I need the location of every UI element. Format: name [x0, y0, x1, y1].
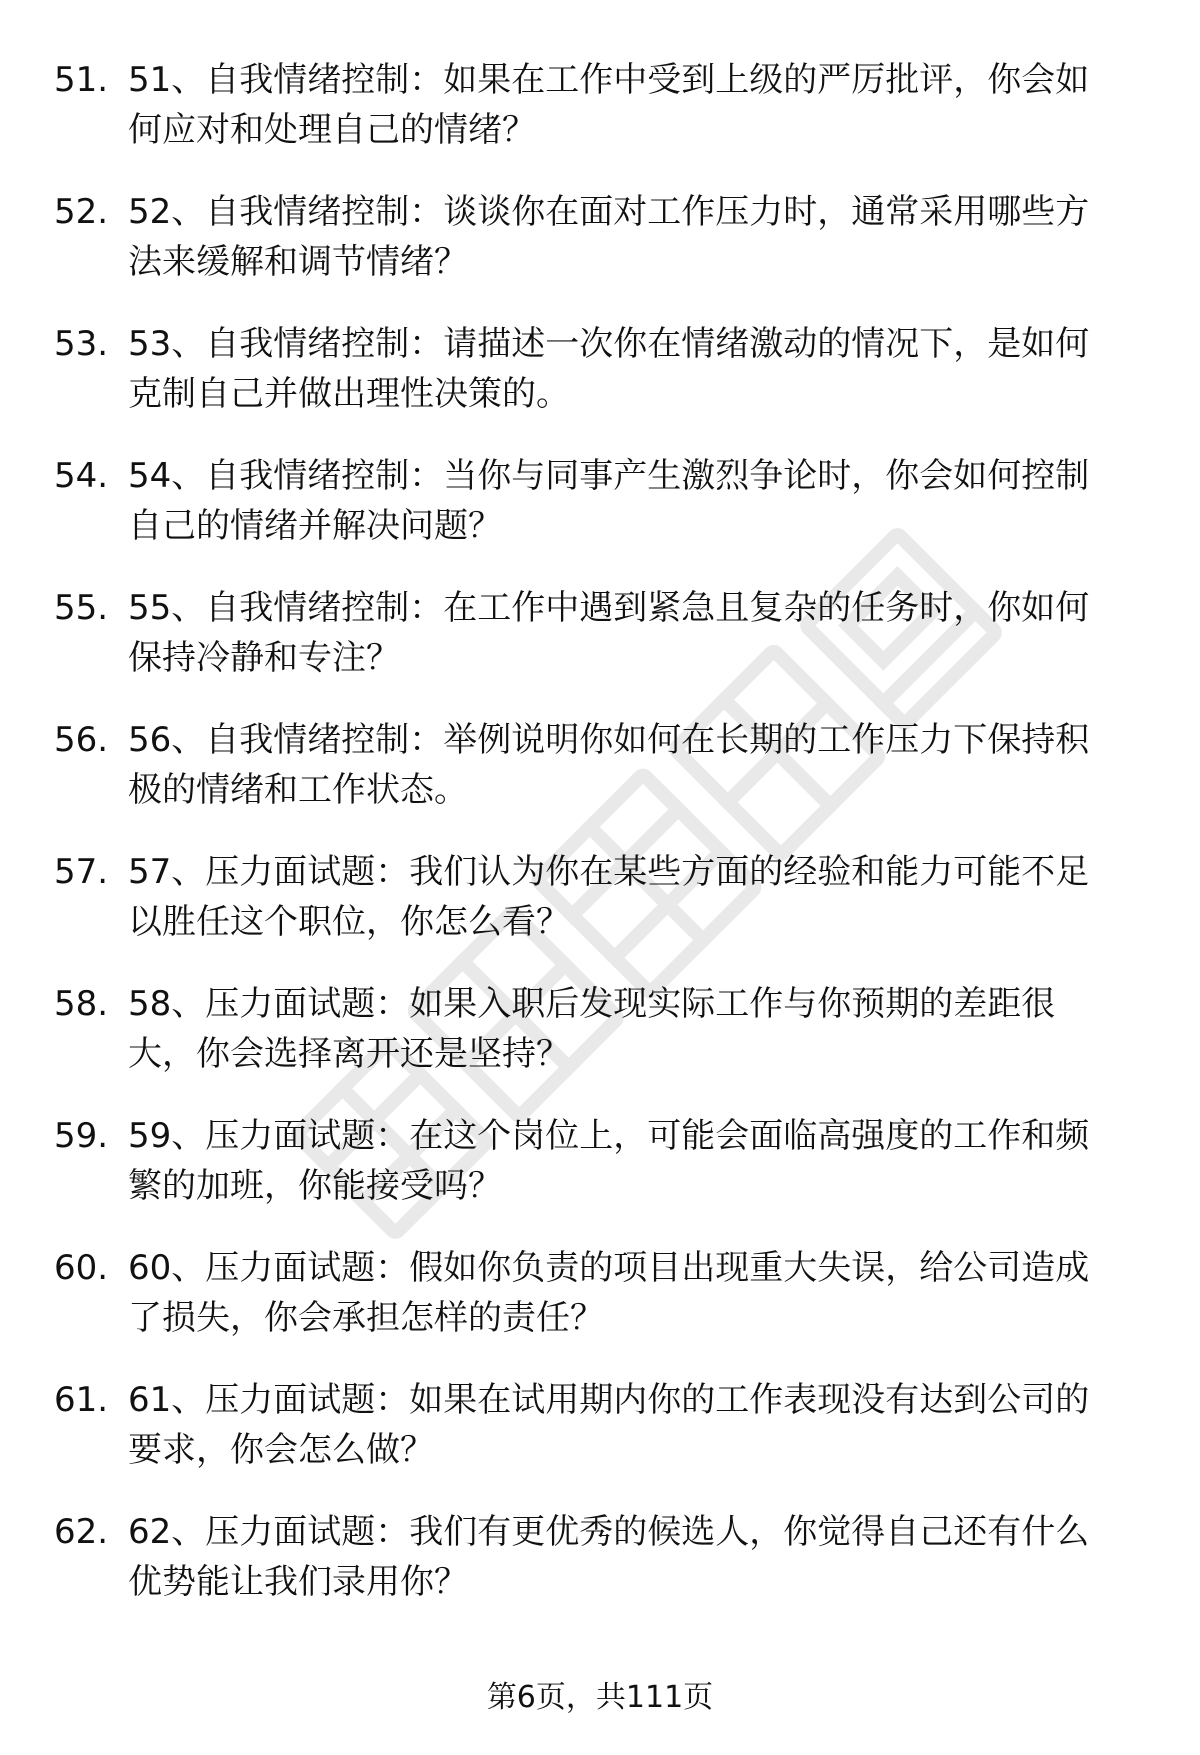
question-text-line: 51、自我情绪控制：如果在工作中受到上级的严厉批评，你会如: [128, 60, 1090, 100]
question-text: [128, 1507, 1138, 1607]
question-text-line: 克制自己并做出理性决策的。: [128, 374, 570, 414]
question-text-line: 56、自我情绪控制：举例说明你如何在长期的工作压力下保持积: [128, 720, 1090, 760]
question-item: [0, 1111, 1200, 1211]
question-text: [128, 55, 1138, 155]
question-text-line: 57、压力面试题：我们认为你在某些方面的经验和能力可能不足: [128, 852, 1090, 892]
question-item: [0, 1375, 1200, 1475]
question-text-line: 以胜任这个职位，你怎么看？: [128, 902, 570, 942]
question-item: [0, 451, 1200, 551]
question-text: [128, 1375, 1138, 1475]
question-text: [128, 451, 1138, 551]
question-text: [128, 1243, 1138, 1343]
question-text-line: 了损失，你会承担怎样的责任？: [128, 1298, 604, 1338]
question-text-line: 58、压力面试题：如果入职后发现实际工作与你预期的差距很: [128, 984, 1056, 1024]
question-text: [128, 319, 1138, 419]
question-text-line: 极的情绪和工作状态。: [128, 770, 468, 810]
question-text-line: 55、自我情绪控制：在工作中遇到紧急且复杂的任务时，你如何: [128, 588, 1090, 628]
question-text-line: 自己的情绪并解决问题？: [128, 506, 502, 546]
question-text-line: 优势能让我们录用你？: [128, 1562, 468, 1602]
question-number: 61.: [54, 1380, 109, 1420]
question-number: 53.: [54, 324, 109, 364]
question-text-line: 60、压力面试题：假如你负责的项目出现重大失误，给公司造成: [128, 1248, 1090, 1288]
question-text-line: 大，你会选择离开还是坚持？: [128, 1034, 570, 1074]
question-number: 62.: [54, 1512, 109, 1552]
question-text: [128, 847, 1138, 947]
question-item: [0, 55, 1200, 155]
question-text-line: 62、压力面试题：我们有更优秀的候选人，你觉得自己还有什么: [128, 1512, 1090, 1552]
question-number: 51.: [54, 60, 109, 100]
question-text-line: 要求，你会怎么做？: [128, 1430, 434, 1470]
question-text-line: 61、压力面试题：如果在试用期内你的工作表现没有达到公司的: [128, 1380, 1090, 1420]
question-text: [128, 715, 1138, 815]
question-number: 54.: [54, 456, 109, 496]
question-number: 59.: [54, 1116, 109, 1156]
question-text: [128, 187, 1138, 287]
question-item: [0, 1243, 1200, 1343]
question-text-line: 53、自我情绪控制：请描述一次你在情绪激动的情况下，是如何: [128, 324, 1090, 364]
question-item: [0, 187, 1200, 287]
question-number: 52.: [54, 192, 109, 232]
question-item: [0, 847, 1200, 947]
question-text: [128, 1111, 1138, 1211]
question-item: [0, 715, 1200, 815]
question-text: [128, 583, 1138, 683]
question-number: 58.: [54, 984, 109, 1024]
question-number: 56.: [54, 720, 109, 760]
question-text-line: 繁的加班，你能接受吗？: [128, 1166, 502, 1206]
question-number: 60.: [54, 1248, 109, 1288]
question-text-line: 59、压力面试题：在这个岗位上，可能会面临高强度的工作和频: [128, 1116, 1090, 1156]
question-text-line: 法来缓解和调节情绪？: [128, 242, 468, 282]
question-number: 55.: [54, 588, 109, 628]
question-text-line: 保持冷静和专注？: [128, 638, 400, 678]
question-text-line: 54、自我情绪控制：当你与同事产生激烈争论时，你会如何控制: [128, 456, 1090, 496]
question-number: 57.: [54, 852, 109, 892]
question-text-line: 何应对和处理自己的情绪？: [128, 110, 536, 150]
question-text-line: 52、自我情绪控制：谈谈你在面对工作压力时，通常采用哪些方: [128, 192, 1090, 232]
page-indicator: 第6页，共111页: [486, 1680, 714, 1715]
question-item: [0, 1507, 1200, 1607]
question-text: [128, 979, 1138, 1079]
question-item: [0, 583, 1200, 683]
question-item: [0, 979, 1200, 1079]
question-item: [0, 319, 1200, 419]
